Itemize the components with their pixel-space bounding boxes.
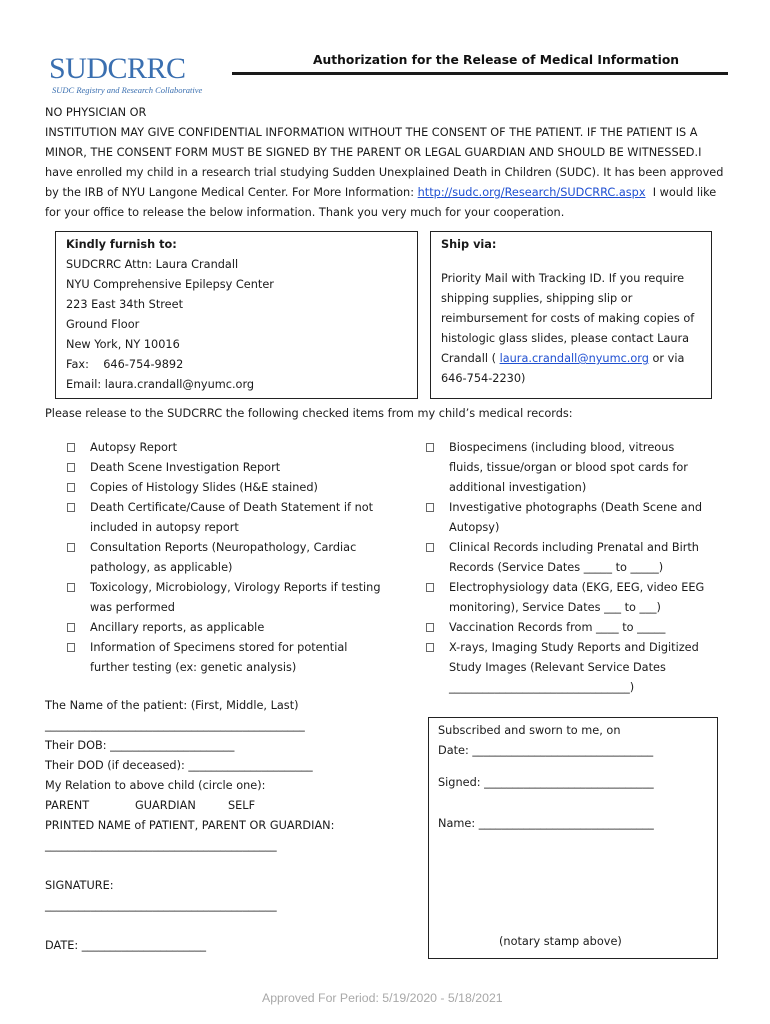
email-line: Email: laura.crandall@nyumc.org (66, 378, 255, 391)
logo: SUDCRRC (49, 52, 186, 85)
item-text: Electrophysiology data (EKG, EEG, video EEG (449, 581, 705, 594)
item-text: Toxicology, Microbiology, Virology Reports if testing (90, 581, 381, 594)
checklist-item[interactable] (67, 498, 399, 538)
checkbox[interactable] (426, 623, 434, 632)
ship-via-content (441, 235, 694, 389)
ship-line: 646-754-2230) (441, 372, 526, 385)
item-text: X-rays, Imaging Study Reports and Digitized (449, 641, 699, 654)
intro-text: I would like (645, 186, 717, 199)
item-text: Vaccination Records from ____ to _____ (449, 621, 666, 634)
dod-field[interactable]: Their DOD (if deceased): ______________________ (45, 759, 313, 772)
item-text: monitoring), Service Dates ___ to ___) (449, 601, 661, 614)
checkbox[interactable] (67, 463, 75, 472)
ship-line: reimbursement for costs of making copies of (441, 312, 695, 325)
ship-text: or via (648, 352, 685, 365)
item-text: Death Scene Investigation Report (90, 461, 281, 474)
checklist-item[interactable] (67, 578, 399, 618)
item-text: further testing (ex: genetic analysis) (90, 661, 297, 674)
checkbox[interactable] (67, 623, 75, 632)
item-text: was performed (90, 601, 175, 614)
item-text: ________________________________) (449, 681, 635, 694)
address-line: 223 East 34th Street (66, 298, 184, 311)
notary-signed-field[interactable]: Signed: ______________________________ (438, 776, 654, 789)
title-divider (232, 72, 728, 75)
checklist-item[interactable] (67, 478, 399, 498)
notary-box (428, 717, 718, 959)
patient-name-field[interactable]: ______________________________________________ (45, 719, 305, 732)
intro-line: for your office to release the below information. Thank you very much for your cooperation. (45, 206, 565, 219)
ship-text: Crandall ( (441, 352, 500, 365)
furnish-to-box (55, 231, 418, 399)
printed-name-field[interactable]: _________________________________________ (45, 839, 277, 852)
release-intro: Please release to the SUDCRRC the following checked items from my child’s medical records: (45, 407, 573, 420)
notary-sworn: Subscribed and sworn to me, on (438, 724, 621, 737)
intro-line: MINOR, THE CONSENT FORM MUST BE SIGNED BY THE PARENT OR LEGAL GUARDIAN AND SHOULD BE WITNESSED.I (45, 146, 702, 159)
checkbox[interactable] (67, 543, 75, 552)
checkbox[interactable] (426, 503, 434, 512)
checklist-item[interactable] (426, 438, 716, 498)
furnish-heading: Kindly furnish to: (66, 238, 177, 251)
relation-option-guardian[interactable]: GUARDIAN (135, 799, 196, 812)
intro-line: NO PHYSICIAN OR (45, 106, 147, 119)
checklist-item[interactable] (426, 498, 716, 538)
address-line: SUDCRRC Attn: Laura Crandall (66, 258, 239, 271)
item-text: Clinical Records including Prenatal and Birth (449, 541, 699, 554)
ship-heading: Ship via: (441, 238, 497, 251)
printed-name-label: PRINTED NAME of PATIENT, PARENT OR GUARDIAN: (45, 819, 335, 832)
intro-line (45, 183, 725, 203)
checkbox[interactable] (426, 643, 434, 652)
item-text: Autopsy Report (90, 441, 178, 454)
checklist-item[interactable] (426, 618, 716, 638)
checkbox[interactable] (67, 643, 75, 652)
relation-label: My Relation to above child (circle one): (45, 779, 266, 792)
item-text: fluids, tissue/organ or blood spot cards for (449, 461, 688, 474)
checklist-item[interactable] (426, 538, 716, 578)
item-text: Autopsy) (449, 521, 500, 534)
checkbox[interactable] (67, 583, 75, 592)
relation-option-self[interactable]: SELF (228, 799, 256, 812)
checkbox[interactable] (426, 443, 434, 452)
item-text: pathology, as applicable) (90, 561, 233, 574)
intro-line: INSTITUTION MAY GIVE CONFIDENTIAL INFORMATION WITHOUT THE CONSENT OF THE PATIENT. IF THE PATIENT IS A (45, 126, 698, 139)
checklist-item[interactable] (67, 458, 399, 478)
item-text: Biospecimens (including blood, vitreous (449, 441, 675, 454)
item-text: Records (Service Dates _____ to _____) (449, 561, 664, 574)
checkbox[interactable] (426, 543, 434, 552)
approval-footer: Approved For Period: 5/19/2020 - 5/18/2021 (262, 991, 503, 1005)
notary-stamp-caption: (notary stamp above) (499, 935, 622, 948)
notary-date-field[interactable]: Date: ________________________________ (438, 744, 654, 757)
ship-line: Priority Mail with Tracking ID. If you require (441, 272, 685, 285)
patient-name-label: The Name of the patient: (First, Middle, Last) (45, 699, 299, 712)
item-text: Ancillary reports, as applicable (90, 621, 265, 634)
signature-label: SIGNATURE: (45, 879, 114, 892)
checkbox[interactable] (426, 583, 434, 592)
checklist-item[interactable] (67, 618, 399, 638)
records-checklist-right (426, 438, 716, 698)
relation-options (45, 796, 405, 816)
item-text: included in autopsy report (90, 521, 239, 534)
address-line: NYU Comprehensive Epilepsy Center (66, 278, 274, 291)
sudcrrc-info-link[interactable]: http://sudc.org/Research/SUDCRRC.aspx (417, 186, 646, 199)
item-text: Investigative photographs (Death Scene and (449, 501, 703, 514)
checklist-item[interactable] (67, 438, 399, 458)
address-line: Ground Floor (66, 318, 140, 331)
relation-option-parent[interactable]: PARENT (45, 799, 90, 812)
item-text: Study Images (Relevant Service Dates (449, 661, 666, 674)
checklist-item[interactable] (426, 638, 716, 698)
ship-line: histologic glass slides, please contact Laura (441, 332, 690, 345)
contact-email-link[interactable]: laura.crandall@nyumc.org (499, 352, 649, 365)
checklist-item[interactable] (67, 638, 399, 678)
item-text: Information of Specimens stored for potential (90, 641, 348, 654)
checkbox[interactable] (67, 443, 75, 452)
item-text: additional investigation) (449, 481, 587, 494)
item-text: Death Certificate/Cause of Death Statement if not (90, 501, 374, 514)
intro-paragraph (45, 103, 725, 223)
ship-via-box (430, 231, 712, 399)
furnish-to-content (66, 235, 274, 395)
checklist-item[interactable] (67, 538, 399, 578)
notary-name-field[interactable]: Name: _______________________________ (438, 817, 654, 830)
logo-tagline: SUDC Registry and Research Collaborative (52, 85, 203, 95)
dob-field[interactable]: Their DOB: ______________________ (45, 739, 235, 752)
records-checklist-left (67, 438, 399, 678)
intro-line: have enrolled my child in a research trial studying Sudden Unexplained Death in Children (SUDC). It has been approved (45, 166, 724, 179)
fax-line: Fax: 646-754-9892 (66, 358, 184, 371)
item-text: Consultation Reports (Neuropathology, Cardiac (90, 541, 357, 554)
address-line: New York, NY 10016 (66, 338, 180, 351)
intro-text: by the IRB of NYU Langone Medical Center. For More Information: (45, 186, 418, 199)
item-text: Copies of Histology Slides (H&E stained) (90, 481, 318, 494)
date-field[interactable]: DATE: ______________________ (45, 939, 207, 952)
checkbox[interactable] (67, 483, 75, 492)
ship-line: shipping supplies, shipping slip or (441, 292, 633, 305)
checkbox[interactable] (67, 503, 75, 512)
page-title: Authorization for the Release of Medical Information (313, 53, 680, 67)
checklist-item[interactable] (426, 578, 716, 618)
ship-line (441, 349, 694, 369)
patient-info-section (45, 696, 405, 956)
signature-field[interactable]: _________________________________________ (45, 899, 277, 912)
